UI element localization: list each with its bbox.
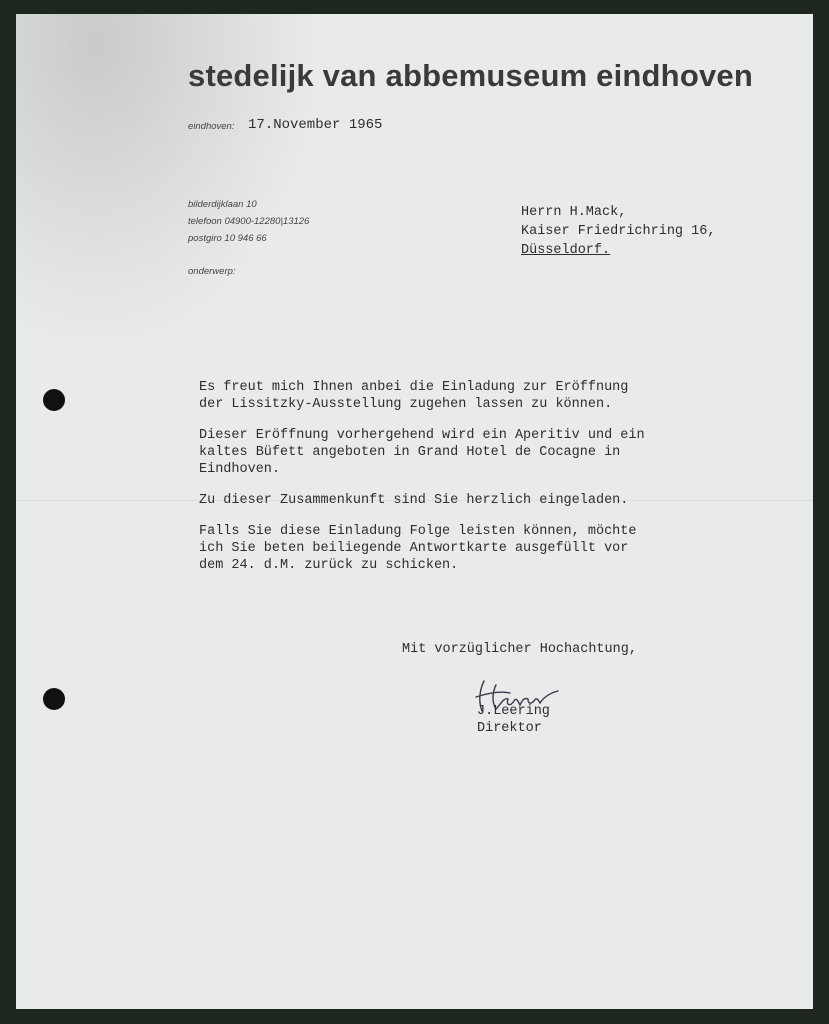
body-line: ich Sie beten beiliegende Antwortkarte ausgefüllt vor bbox=[199, 541, 629, 556]
date-value: 17.November 1965 bbox=[248, 117, 383, 133]
body-line: kaltes Büfett angeboten in Grand Hotel de Cocagne in bbox=[199, 445, 621, 460]
signatory-role: Direktor bbox=[477, 721, 542, 736]
recipient-street: Kaiser Friedrichring 16, bbox=[521, 224, 716, 239]
body-line: Dieser Eröffnung vorhergehend wird ein Aperitiv und ein bbox=[199, 428, 645, 443]
postgiro-line: postgiro 10 946 66 bbox=[188, 233, 267, 244]
recipient-name: Herrn H.Mack, bbox=[521, 205, 627, 220]
body-line: der Lissitzky-Ausstellung zugehen lassen zu können. bbox=[199, 397, 613, 412]
body-line: dem 24. d.M. zurück zu schicken. bbox=[199, 558, 459, 573]
subject-label: onderwerp: bbox=[188, 266, 236, 277]
phone-line: telefoon 04900-12280|13126 bbox=[188, 216, 310, 227]
letter-sheet bbox=[16, 14, 813, 1009]
address-line: bilderdijklaan 10 bbox=[188, 199, 257, 210]
body-line: Zu dieser Zusammenkunft sind Sie herzlich eingeladen. bbox=[199, 493, 629, 508]
letterhead-title: stedelijk van abbemuseum eindhoven bbox=[188, 58, 753, 93]
closing-salutation: Mit vorzüglicher Hochachtung, bbox=[402, 642, 637, 657]
body-line: Falls Sie diese Einladung Folge leisten können, möchte bbox=[199, 524, 637, 539]
body-line: Eindhoven. bbox=[199, 462, 281, 477]
punch-hole bbox=[43, 389, 65, 411]
signatory-name: J.Leering bbox=[477, 704, 550, 719]
date-label: eindhoven: bbox=[188, 121, 235, 132]
body-line: Es freut mich Ihnen anbei die Einladung zur Eröffnung bbox=[199, 380, 629, 395]
recipient-city: Düsseldorf. bbox=[521, 243, 611, 258]
punch-hole bbox=[43, 688, 65, 710]
